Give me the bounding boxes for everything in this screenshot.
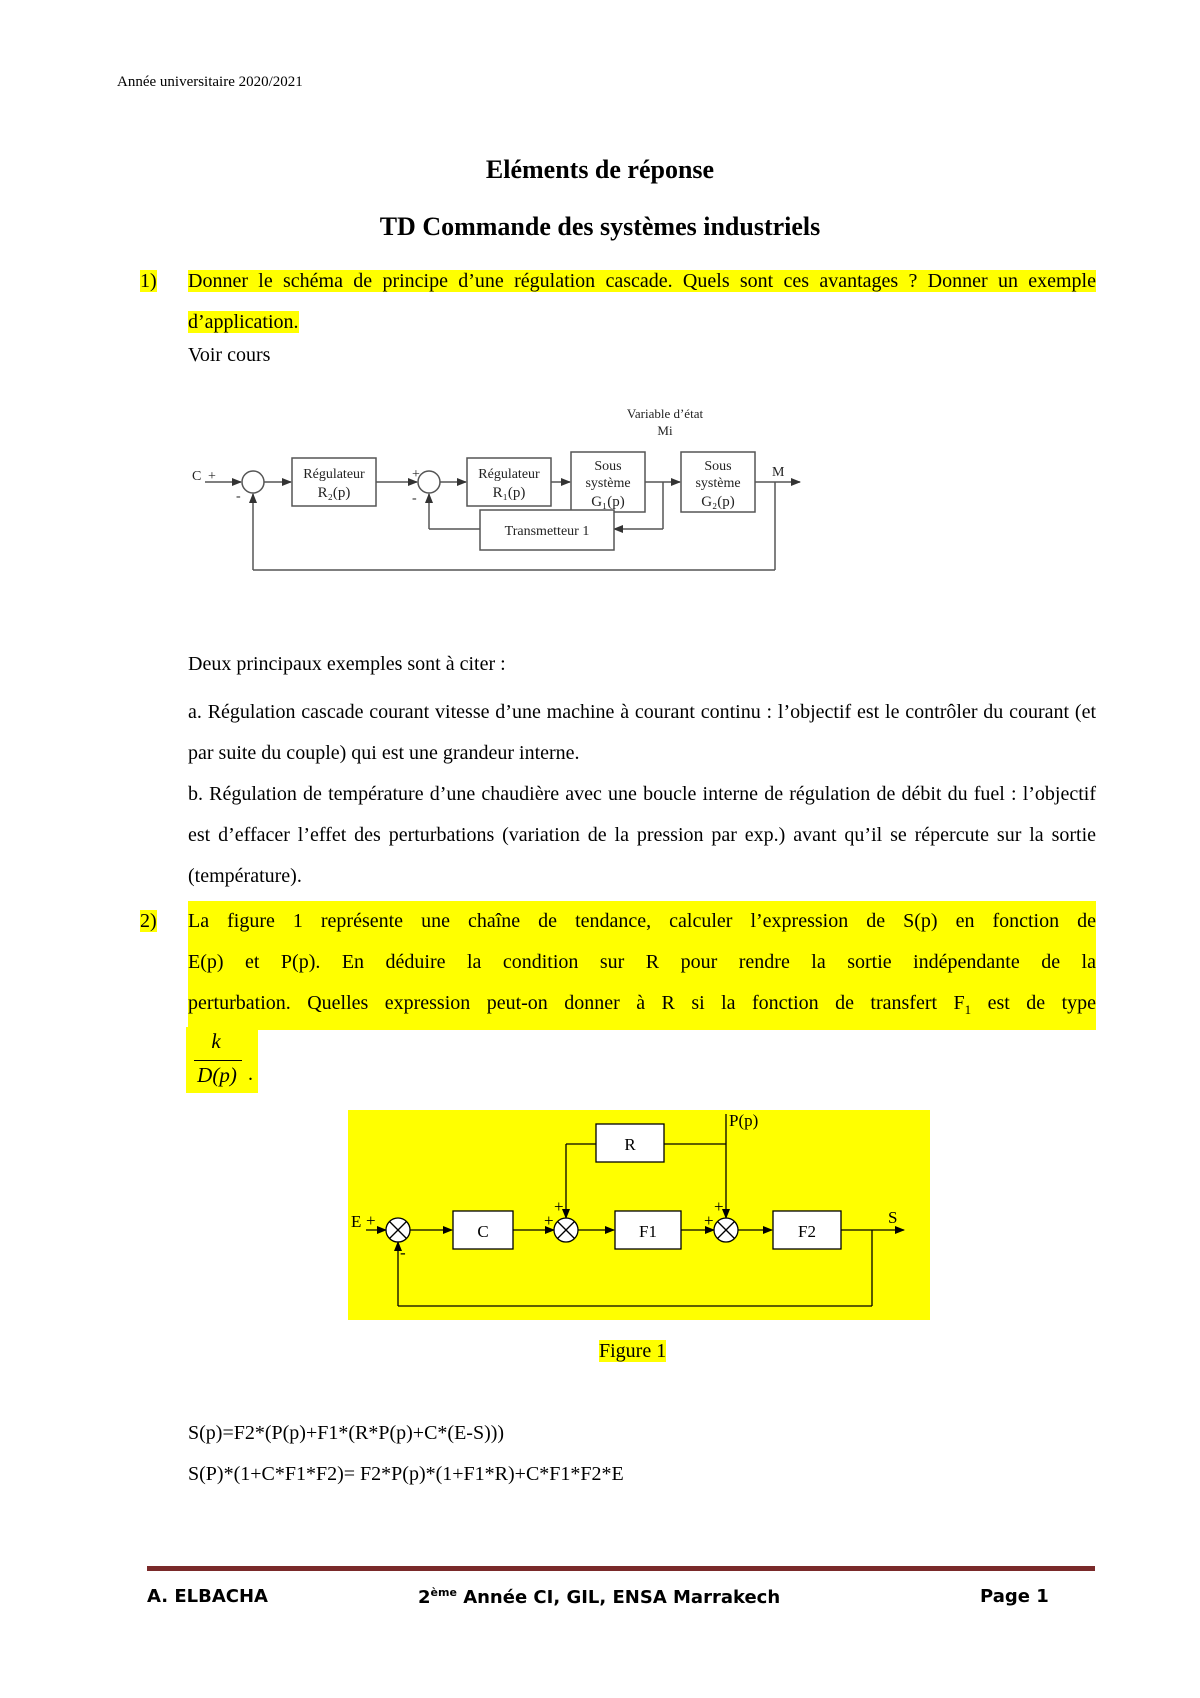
minus-sign: - (400, 1243, 406, 1262)
figure-1-caption: Figure 1 (599, 1340, 667, 1362)
fraction-period: . (248, 1063, 253, 1085)
g1-label-1: Sous (594, 459, 622, 474)
fraction-bar (194, 1060, 242, 1061)
footer-page-number: Page 1 (980, 1586, 1049, 1607)
plus-sign: + (714, 1197, 724, 1216)
g2-transfer: G₂(p) (701, 494, 735, 510)
plus-sign: + (544, 1211, 554, 1230)
plus-sign: + (704, 1211, 714, 1230)
footer-divider (147, 1566, 1095, 1571)
minus-sign: - (236, 489, 241, 504)
state-variable-label: Variable d’état (626, 406, 704, 421)
output-m-label: M (772, 465, 785, 480)
reg2-label: Régulateur (303, 467, 365, 482)
input-c-label: C (192, 469, 202, 484)
summing-junction-outer (242, 471, 264, 493)
page-title: Eléments de réponse (485, 155, 715, 184)
reg2-transfer: R₂(p) (317, 485, 351, 501)
example-a: a. Régulation cascade courant vitesse d’une machine à courant continu : l’objectif est le contrôler du courant (et par suite du couple) qui est une grandeur interne. (188, 701, 1096, 764)
question-2-line-1: La figure 1 représente une chaîne de tendance, calculer l’expression de S(p) en fonction de (188, 901, 1096, 942)
block-r-label: R (624, 1135, 636, 1154)
plus-sign: + (554, 1197, 564, 1216)
example-b: b. Régulation de température d’une chaudière avec une boucle interne de régulation de débit du fuel : l’objectif est d’effacer l’effet des perturbations (variation de la pression par exp.) avant qu’il se répercute sur la sortie (température). (188, 783, 1096, 887)
examples-intro: Deux principaux exemples sont à citer : (188, 653, 506, 675)
question-2-line-2: E(p) et P(p). En déduire la condition sur R pour rendre la sortie indépendante de la (188, 942, 1096, 983)
g1-transfer: G₁(p) (591, 494, 625, 510)
reg1-transfer: R₁(p) (492, 485, 526, 501)
fraction-numerator: k (211, 1029, 221, 1053)
g2-label-2: système (695, 476, 741, 491)
fraction-denominator: D(p) (197, 1063, 237, 1087)
cascade-regulation-diagram (190, 398, 830, 628)
figure-1-diagram (348, 1110, 930, 1320)
question-1-text: Donner le schéma de principe d’une régulation cascade. Quels sont ces avantages ? Donner un exemple d’application. (188, 270, 1096, 333)
perturbation-label: P(p) (729, 1111, 759, 1130)
page-subtitle: TD Commande des systèmes industriels (379, 212, 821, 241)
footer-author: A. ELBACHA (147, 1586, 268, 1607)
g2-label-1: Sous (704, 459, 732, 474)
fraction-expression (186, 1027, 258, 1093)
output-s-label: S (888, 1208, 898, 1227)
question-2-number: 2) (140, 910, 157, 932)
question-2-line-3: perturbation. Quelles expression peut-on donner à R si la fonction de transfert $F_1$ est de type (188, 983, 1096, 1030)
equation-2: S(P)*(1+C*F1*F2)= F2*P(p)*(1+F1*R)+C*F1*F2*E (188, 1463, 624, 1485)
state-variable-mi: Mi (657, 423, 673, 438)
reg1-label: Régulateur (478, 467, 540, 482)
summing-junction-inner (418, 471, 440, 493)
block-f1-label: F1 (639, 1222, 657, 1241)
answer-1-text: Voir cours (188, 344, 271, 366)
transmitter-label: Transmetteur 1 (504, 524, 590, 539)
g1-label-2: système (585, 476, 631, 491)
equation-1: S(p)=F2*(P(p)+F1*(R*P(p)+C*(E-S))) (188, 1422, 505, 1444)
plus-sign: + (366, 1211, 376, 1230)
input-e-label: E (351, 1212, 362, 1231)
question-2-text (188, 901, 1096, 1030)
plus-sign: + (208, 469, 216, 484)
footer-course: 2ème Année CI, GIL, ENSA Marrakech (418, 1586, 781, 1608)
question-1-number: 1) (140, 270, 157, 292)
block-f2-label: F2 (798, 1222, 816, 1241)
academic-year: Année universitaire 2020/2021 (117, 74, 303, 90)
plus-sign: + (412, 467, 420, 482)
minus-sign: - (412, 491, 417, 506)
block-c-label: C (477, 1222, 489, 1241)
